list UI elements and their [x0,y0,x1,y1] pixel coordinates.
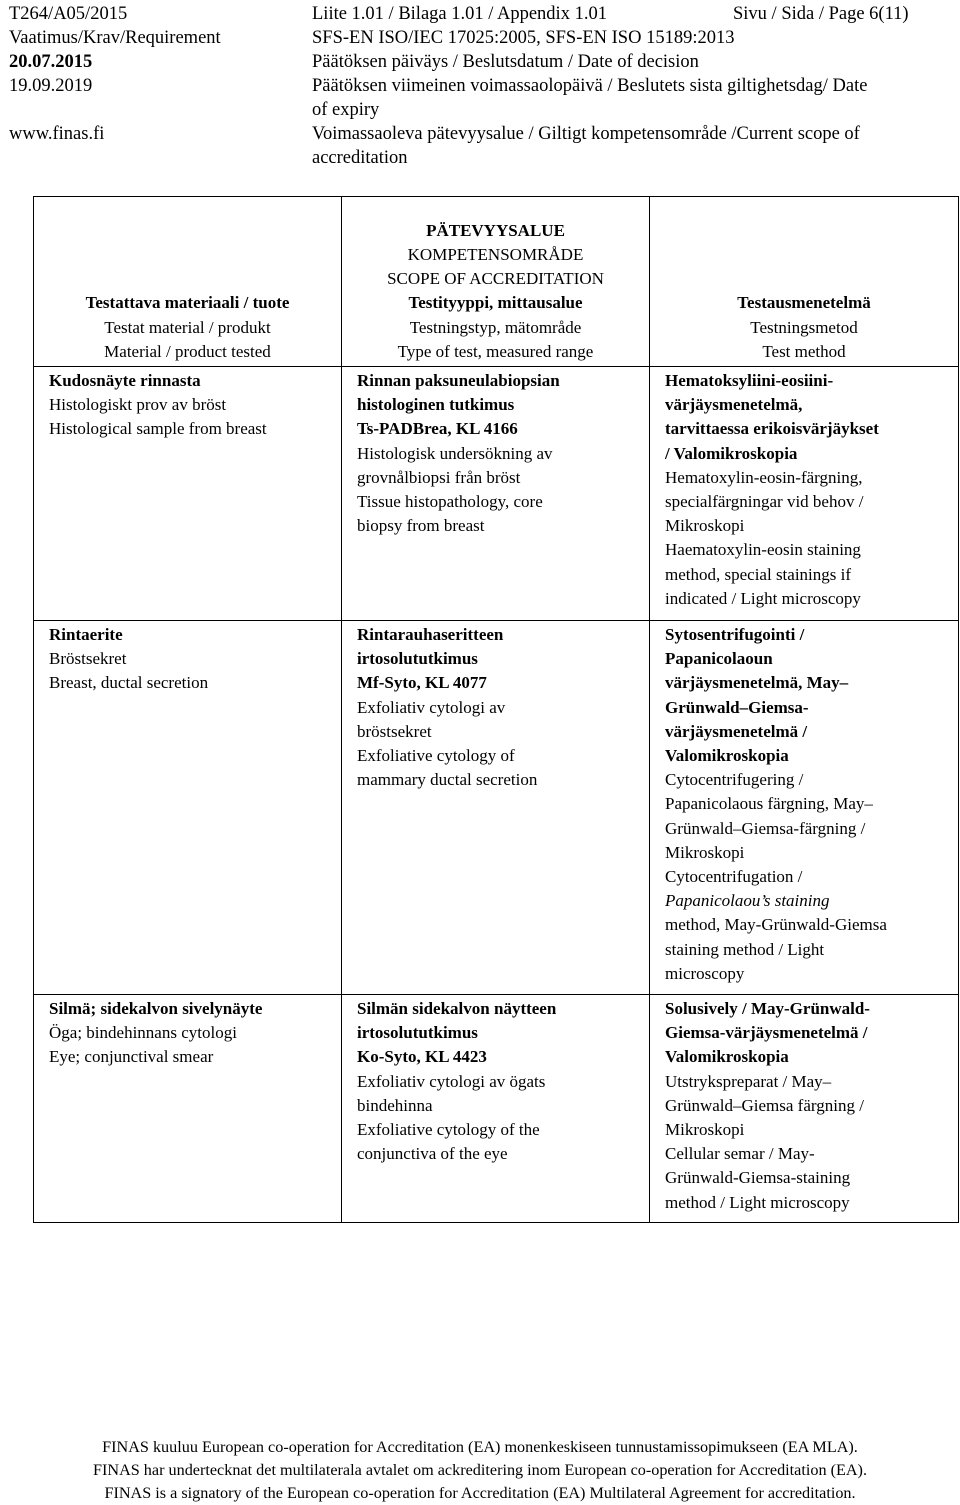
decision-date: 20.07.2015 [9,52,93,72]
test-type-sv: Exfoliativ cytologi av ögats [357,1071,546,1091]
test-type-fi: Rintarauhaseritteen [357,625,504,644]
test-code: Ko-Syto, KL 4423 [357,1047,487,1067]
test-type-en: Tissue histopathology, core [357,492,543,512]
scope-title-fi: PÄTEVYYSALUE [426,220,565,240]
method-en: Haematoxylin-eosin staining [665,540,861,560]
test-type-fi: irtosolututkimus [357,1023,478,1043]
col2-title-en: Type of test, measured range [397,341,594,361]
material-sv: Histologiskt prov av bröst [49,395,227,415]
method-en: microscopy [665,963,745,983]
test-code: Ts-PADBrea, KL 4166 [357,419,518,439]
col1-title-fi: Testattava materiaali / tuote [85,293,290,313]
method-en: Grünwald-Giemsa-staining [665,1168,851,1188]
col2-title-sv: Testningstyp, mätområde [409,317,582,337]
material-cell [34,995,342,1223]
method-fi: Papanicolaoun [665,649,773,669]
expiry-date: 19.09.2019 [9,76,93,96]
footer-line-en: FINAS is a signatory of the European co-operation for Accreditation (EA) Multilateral Agreement for accreditation. [104,1484,856,1502]
test-type-fi: Rinnan paksuneulabiopsian [357,371,560,390]
test-type-cell [342,995,650,1223]
material-sv: Öga; bindehinnans cytologi [49,1023,237,1043]
scope-label-cont: accreditation [312,148,408,168]
test-type-sv: Histologisk undersökning av [357,443,553,463]
col3-title-sv: Testningsmetod [750,317,858,337]
website-link[interactable]: www.finas.fi [9,124,105,144]
test-type-en: Exfoliative cytology of [357,746,515,766]
method-fi: värjäysmenetelmä / [665,721,808,741]
page-number: Sivu / Sida / Page 6(11) [733,4,909,24]
test-type-fi: Silmän sidekalvon näytteen [357,999,557,1018]
material-en: Eye; conjunctival smear [49,1047,214,1067]
col2-title-fi: Testityyppi, mittausalue [408,293,583,313]
test-type-cell [342,367,650,621]
test-type-cell [342,621,650,995]
footer-line-sv: FINAS har undertecknat det multilaterala avtalet om ackreditering inom European co-operation for Accreditation (EA). [92,1461,867,1479]
method-en: Cellular semar / May- [665,1144,815,1164]
method-fi: Sytosentrifugointi / [665,625,805,644]
material-cell [34,621,342,995]
method-en-italic: Papanicolaou’s staining [665,891,830,911]
method-en: method, special stainings if [665,564,852,584]
material-fi: Silmä; sidekalvon sivelynäyte [49,999,263,1018]
table-row [34,367,959,621]
table-row [34,621,959,995]
appendix-label: Liite 1.01 / Bilaga 1.01 / Appendix 1.01 [312,4,607,24]
test-type-fi: irtosolututkimus [357,649,478,669]
accreditation-footer [0,1436,960,1505]
doc-code: T264/A05/2015 [9,4,128,24]
test-type-fi: histologinen tutkimus [357,395,515,415]
method-sv: Mikroskopi [665,1120,745,1140]
method-en: Cytocentrifugation / [665,867,803,887]
col1-title-en: Material / product tested [104,341,271,361]
table-row [34,995,959,1223]
requirement-label: Vaatimus/Krav/Requirement [9,28,221,48]
test-type-sv: Exfoliativ cytologi av [357,697,506,717]
method-fi: Hematoksyliini-eosiini- [665,371,834,390]
material-en: Histological sample from breast [49,419,267,439]
header-test-type [342,197,650,367]
test-type-sv: bröstsekret [357,721,432,741]
footer-line-fi: FINAS kuuluu European co-operation for Accreditation (EA) monenkeskiseen tunnustamissopimukseen (EA MLA). [102,1438,858,1456]
method-fi: Grünwald–Giemsa- [665,697,809,717]
scope-title-en: SCOPE OF ACCREDITATION [387,269,604,289]
method-fi: Giemsa-värjäysmenetelmä / [665,1023,868,1043]
material-fi: Kudosnäyte rinnasta [49,371,201,390]
scope-label: Voimassaoleva pätevyysalue / Giltigt kompetensområde /Current scope of [312,124,860,144]
test-type-en: biopsy from breast [357,516,485,536]
method-sv: specialfärgningar vid behov / [665,492,864,512]
method-fi: Valomikroskopia [665,746,789,766]
col1-title-sv: Testat material / produkt [104,317,271,337]
method-fi: / Valomikroskopia [665,443,798,463]
material-cell [34,367,342,621]
test-method-cell [650,995,959,1223]
method-fi: värjäysmenetelmä, May– [665,673,849,693]
material-en: Breast, ductal secretion [49,673,209,693]
method-fi: Valomikroskopia [665,1047,789,1067]
test-code: Mf-Syto, KL 4077 [357,673,487,693]
header-test-method [650,197,959,367]
test-method-cell [650,621,959,995]
method-sv: Utstrykspreparat / May– [665,1071,832,1091]
col3-title-en: Test method [762,341,846,361]
method-sv: Cytocentrifugering / [665,770,804,790]
header-material [34,197,342,367]
method-sv: Grünwald–Giemsa färgning / [665,1095,864,1115]
method-fi: Solusively / May-Grünwald- [665,999,870,1018]
requirement-value: SFS-EN ISO/IEC 17025:2005, SFS-EN ISO 15189:2013 [312,28,735,48]
test-type-sv: bindehinna [357,1095,433,1115]
method-sv: Grünwald–Giemsa-färgning / [665,818,866,838]
test-type-sv: grovnålbiopsi från bröst [357,467,521,487]
method-en: method / Light microscopy [665,1192,850,1212]
expiry-date-label: Päätöksen viimeinen voimassaolopäivä / Beslutets sista giltighetsdag/ Date [312,76,868,96]
decision-date-label: Päätöksen päiväys / Beslutsdatum / Date of decision [312,52,699,72]
expiry-date-label-cont: of expiry [312,100,380,120]
test-type-en: conjunctiva of the eye [357,1144,508,1164]
method-en: method, May-Grünwald-Giemsa [665,915,887,935]
method-fi: värjäysmenetelmä, [665,395,803,415]
scope-table [33,196,959,1223]
method-fi: tarvittaessa erikoisvärjäykset [665,419,879,439]
scope-title-sv: KOMPETENSOMRÅDE [407,244,584,264]
method-en: indicated / Light microscopy [665,588,861,608]
material-fi: Rintaerite [49,625,123,644]
test-type-en: Exfoliative cytology of the [357,1120,540,1140]
method-en: staining method / Light [665,939,825,959]
table-header-row [34,197,959,367]
method-sv: Mikroskopi [665,842,745,862]
material-sv: Bröstsekret [49,649,127,669]
method-sv: Papanicolaous färgning, May– [665,794,873,814]
test-type-en: mammary ductal secretion [357,770,538,790]
method-sv: Hematoxylin-eosin-färgning, [665,467,863,487]
col3-title-fi: Testausmenetelmä [737,293,871,313]
method-sv: Mikroskopi [665,516,745,536]
test-method-cell [650,367,959,621]
